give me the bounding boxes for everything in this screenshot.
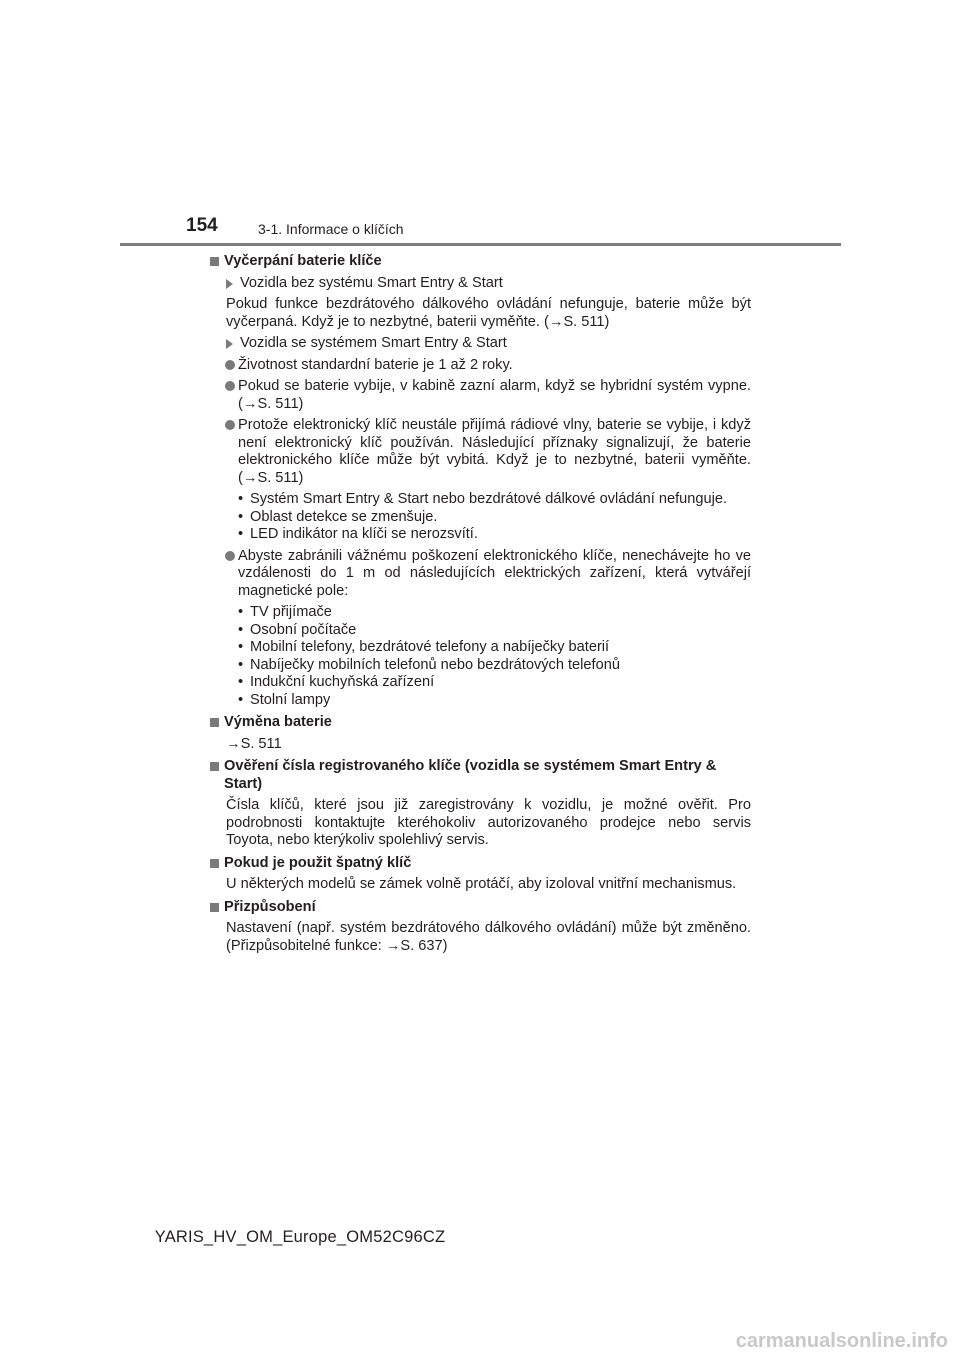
list-item: • LED indikátor na klíči se nerozsvítí.: [210, 526, 751, 544]
list-item: • TV přijímače: [210, 604, 751, 622]
list-item: • Stolní lampy: [210, 692, 751, 710]
heading-verify-key: Ověření čísla registrovaného klíče (vozidla se systémem Smart Entry & Start): [210, 758, 751, 793]
triangle-arrow-icon: [226, 279, 233, 289]
heading-customization: Přizpůsobení: [210, 899, 751, 917]
heading-wrong-key: Pokud je použit špatný klíč: [210, 855, 751, 873]
bullet-battery-life: Životnost standardní baterie je 1 až 2 roky.: [210, 357, 751, 375]
sub-heading-smart-entry: Vozidla se systémem Smart Entry & Start: [210, 335, 751, 353]
list-item: • Systém Smart Entry & Start nebo bezdrátové dálkové ovládání nefunguje.: [210, 491, 751, 509]
paragraph-wrong-key: U některých modelů se zámek volně protáčí, aby izoloval vnitřní mechanismus.: [226, 876, 737, 892]
device-list: [210, 604, 751, 709]
document-code: YARIS_HV_OM_Europe_OM52C96CZ: [154, 1228, 446, 1246]
square-bullet-icon: [210, 859, 219, 868]
paragraph-verify-key: Čísla klíčů, které jsou již zaregistrovány k vozidlu, je možné ověřit. Pro podrobnosti kontaktujte kteréhokoliv autorizovaného prodejce nebo servis Toyota, nebo kterýkoliv spolehlivý servis.: [226, 797, 751, 848]
circle-bullet-icon: [225, 551, 235, 561]
heading-battery: Vyčerpání baterie klíče: [210, 253, 751, 271]
circle-bullet-icon: [225, 381, 235, 391]
manual-content: [210, 253, 751, 955]
list-item: • Indukční kuchyňská zařízení: [210, 674, 751, 692]
list-item: • Osobní počítače: [210, 622, 751, 640]
paragraph-customization: Nastavení (např. systém bezdrátového dálkového ovládání) může být změněno. (Přizpůsobitelné funkce: →S. 637): [226, 920, 751, 954]
page-reference: →S. 511: [226, 735, 282, 752]
symptom-list: [210, 491, 751, 544]
square-bullet-icon: [210, 257, 219, 266]
list-item: • Mobilní telefony, bezdrátové telefony a nabíječky baterií: [210, 639, 751, 657]
header-divider: [120, 243, 841, 246]
bullet-magnetic-field: Abyste zabránili vážnému poškození elektronického klíče, nenechávejte ho ve vzdálenosti do 1 m od následujících elektrických zařízení, která vytvářejí magnetické pole:: [210, 548, 751, 601]
section-title: 3-1. Informace o klíčích: [258, 221, 404, 237]
sub-heading-no-smart-entry: Vozidla bez systému Smart Entry & Start: [210, 275, 751, 293]
triangle-arrow-icon: [226, 339, 233, 349]
list-item: • Nabíječky mobilních telefonů nebo bezdrátových telefonů: [210, 657, 751, 675]
circle-bullet-icon: [225, 360, 235, 370]
list-item: • Oblast detekce se zmenšuje.: [210, 509, 751, 527]
square-bullet-icon: [210, 762, 219, 771]
square-bullet-icon: [210, 718, 219, 727]
watermark: carmanualsonline.info: [735, 1330, 948, 1352]
bullet-battery-alarm: Pokud se baterie vybije, v kabině zazní alarm, když se hybridní systém vypne. (→S. 511): [210, 378, 751, 413]
circle-bullet-icon: [225, 420, 235, 430]
bullet-battery-drain: Protože elektronický klíč neustále přijímá rádiové vlny, baterie se vybije, i když není elektronický klíč používán. Následující příznaky signalizují, že baterie elektronického klíče může být vybitá. Když je to nezbytné, baterii vyměňte. (→S. 511): [210, 417, 751, 487]
page-number: 154: [186, 215, 218, 236]
heading-replace-battery: Výměna baterie: [210, 714, 751, 732]
paragraph-battery-no-smart: Pokud funkce bezdrátového dálkového ovládání nefunguje, baterie může být vyčerpaná. Když je to nezbytné, baterii vyměňte. (→S. 511): [226, 296, 751, 330]
square-bullet-icon: [210, 903, 219, 912]
